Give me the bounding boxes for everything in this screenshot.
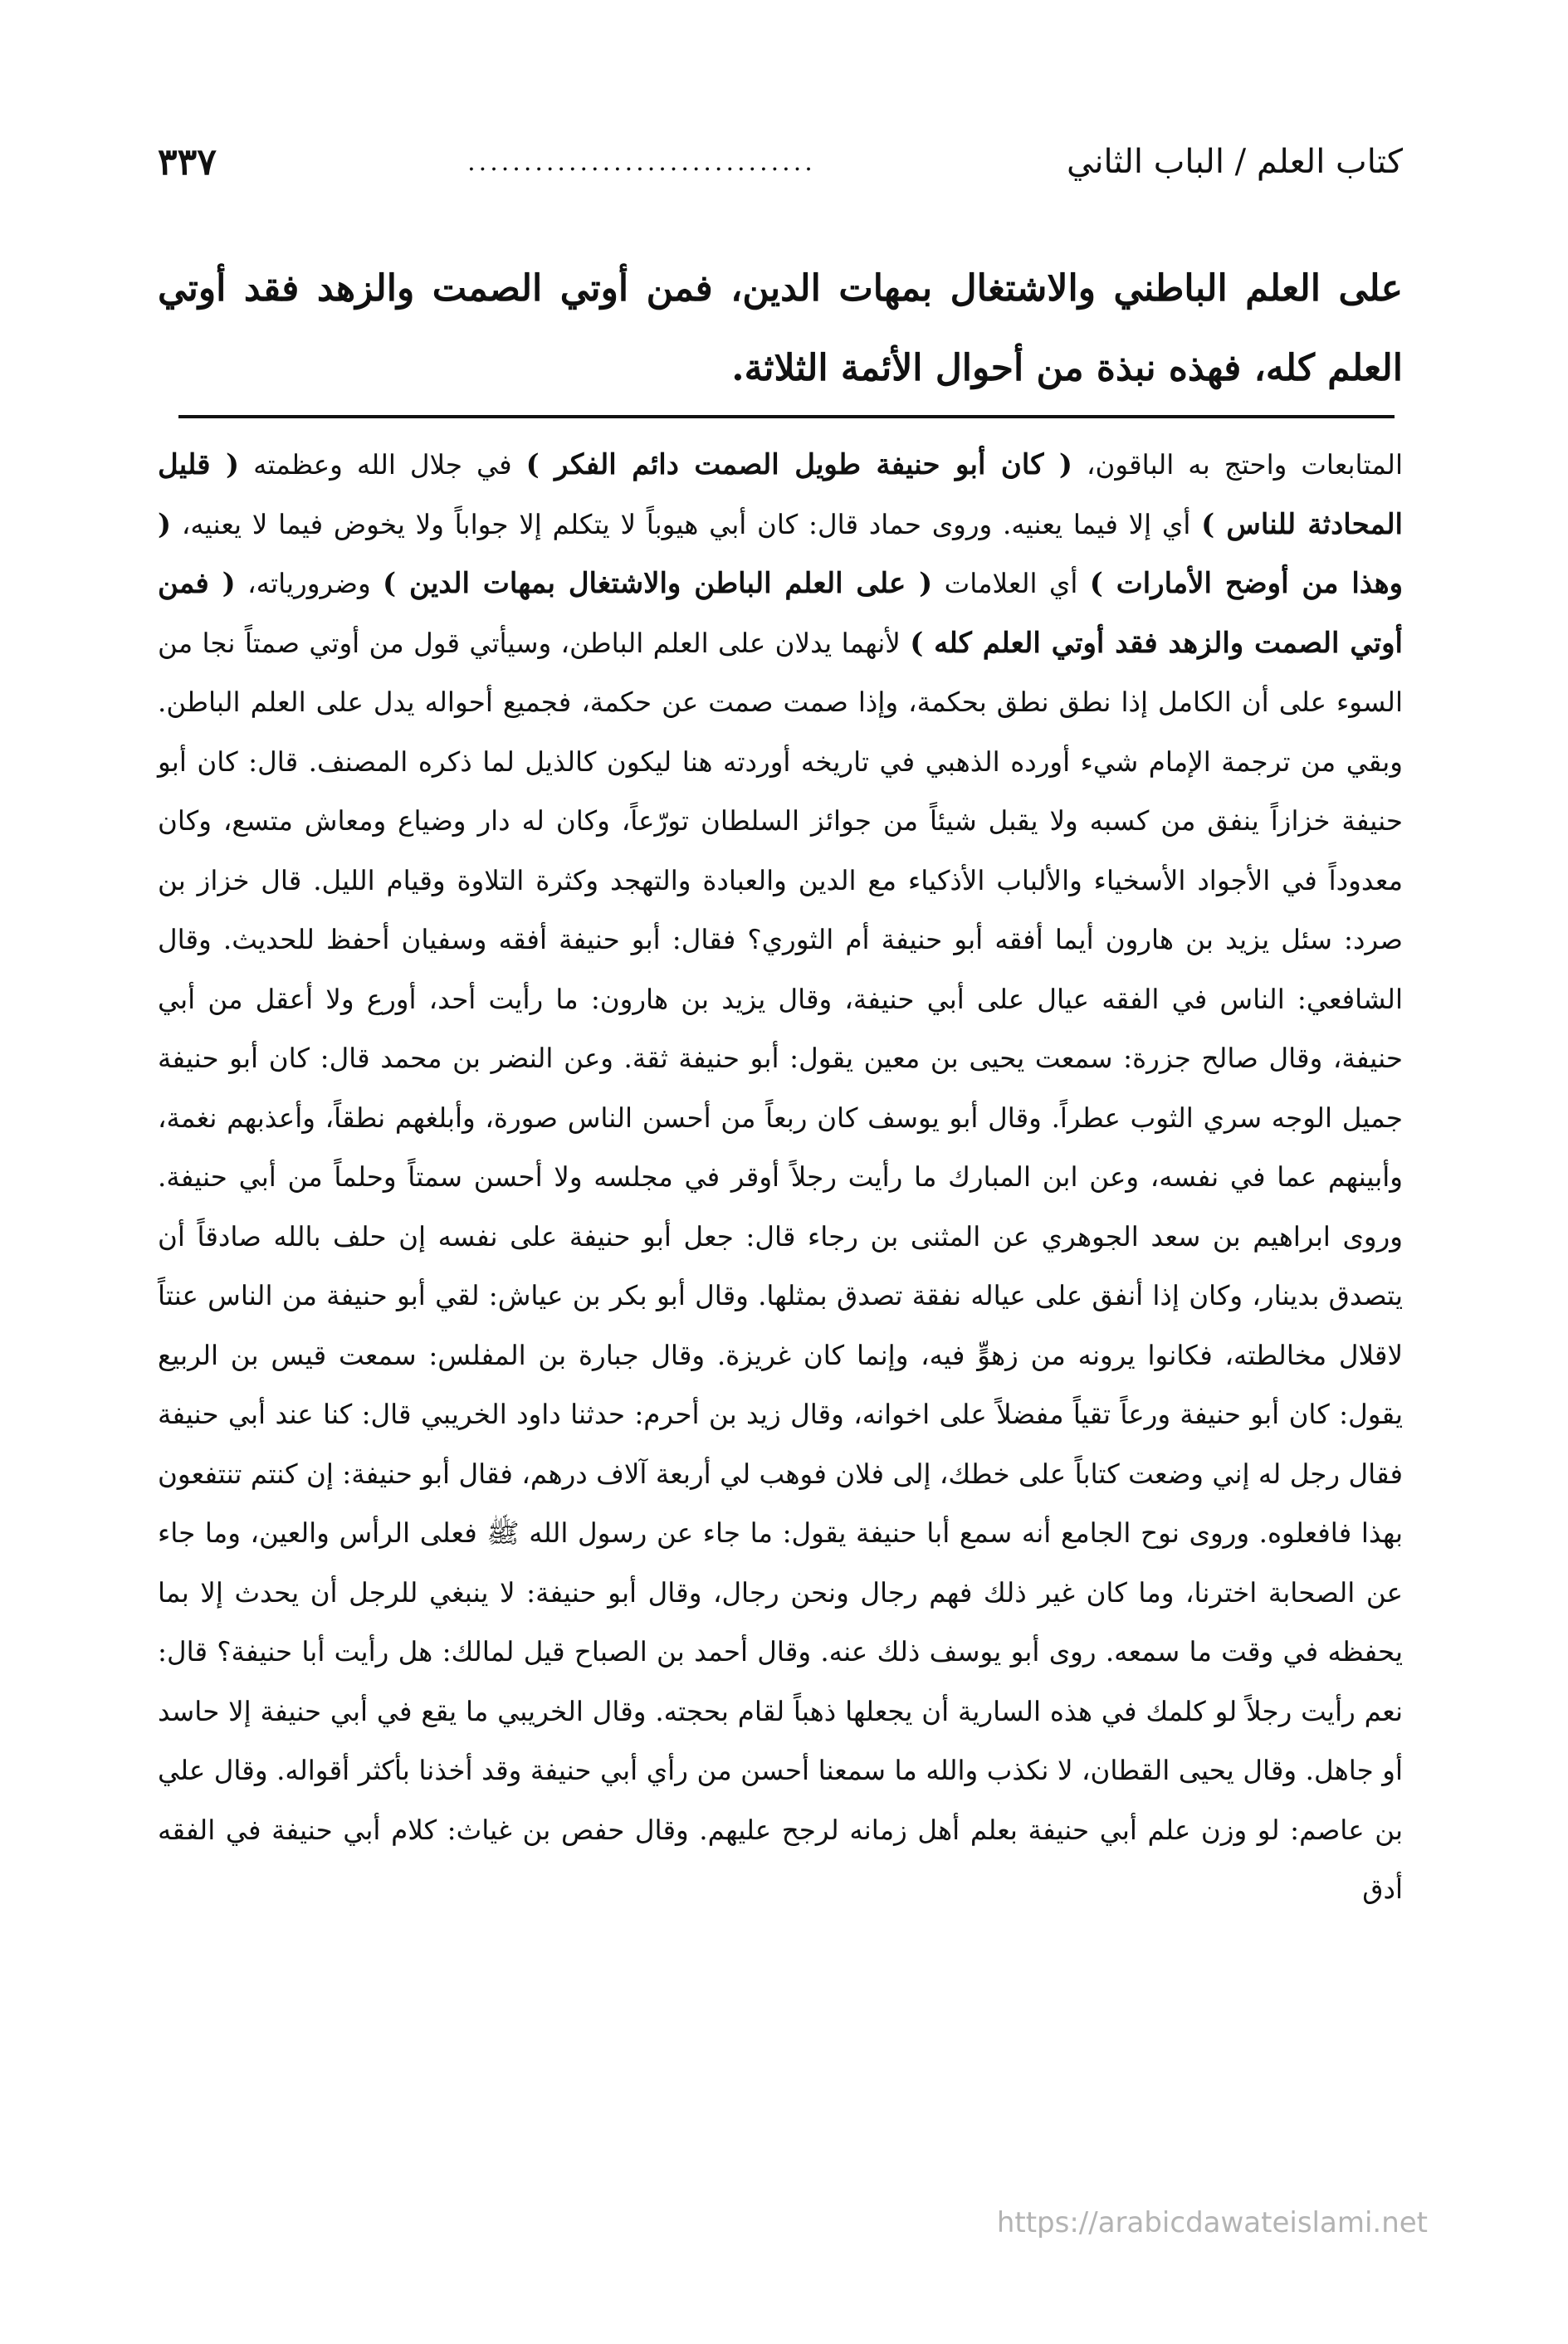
- quoted-matn-segment: ( فمن أوتي الصمت والزهد فقد أوتي العلم كله ): [158, 567, 1403, 660]
- quoted-matn-segment: ( قليل المحادثة للناس ): [158, 448, 1403, 541]
- commentary-segment: المتابعات واحتج به الباقون،: [1072, 449, 1403, 481]
- separator-rule: [178, 415, 1395, 418]
- commentary-segment: في جلال الله وعظمته: [239, 449, 526, 481]
- commentary-segment: وضرورياته،: [235, 568, 383, 599]
- watermark-url: https://arabicdawateislami.net: [996, 2206, 1428, 2239]
- page-header: [158, 133, 1403, 191]
- chapter-title: كتاب العلم / الباب الثاني: [1067, 143, 1403, 181]
- main-text-paragraph: على العلم الباطني والاشتغال بمهات الدين، فمن أوتي الصمت والزهد فقد أوتي العلم كله، فهذه نبذة من أحوال الأئمة الثلاثة.: [158, 267, 1403, 389]
- header-dot-leader: ...............................: [467, 147, 816, 177]
- commentary-text: [158, 436, 1403, 1920]
- main-text: [158, 249, 1403, 408]
- commentary-segment: لأنهما يدلان على العلم الباطن، وسيأتي قول من أوتي صمتاً نجا من السوء على أن الكامل إذا نطق نطق بحكمة، وإذا صمت صمت عن حكمة، فجميع أحواله يدل على العلم الباطن. وبقي من ترجمة الإمام شيء أورده الذهبي في تاريخه أوردته هنا ليكون كالذيل لما ذكره المصنف. قال: كان أبو حنيفة خزازاً ينفق من كسبه ولا يقبل شيئاً من جوائز السلطان تورّعاً، وكان له دار وضياع ومعاش متسع، وكان معدوداً في الأجواد الأسخياء والألباب الأذكياء مع الدين والعبادة والتهجد وكثرة التلاوة وقيام الليل. قال خزاز بن صرد: سئل يزيد بن هارون أيما أفقه أبو حنيفة أم الثوري؟ فقال: أبو حنيفة أفقه وسفيان أحفظ للحديث. وقال الشافعي: الناس في الفقه عيال على أبي حنيفة، وقال يزيد بن هارون: ما رأيت أحد، أورع ولا أعقل من أبي حنيفة، وقال صالح جزرة: سمعت يحيى بن معين يقول: أبو حنيفة ثقة. وعن النضر بن محمد قال: كان أبو حنيفة جميل الوجه سري الثوب عطراً. وقال أبو يوسف كان ربعاً من أحسن الناس صورة، وأبلغهم نطقاً، وأعذبهم نغمة، وأبينهم عما في نفسه، وعن ابن المبارك ما رأيت رجلاً أوقر في مجلسه ولا أحسن سمتاً وحلماً من أبي حنيفة. وروى ابراهيم بن سعد الجوهري عن المثنى بن رجاء قال: جعل أبو حنيفة على نفسه إن حلف بالله صادقاً أن يتصدق بدينار، وكان إذا أنفق على عياله نفقة تصدق بمثلها. وقال أبو بكر بن عياش: لقي أبو حنيفة من الناس عنتاً لاقلال مخالطته، فكانوا يرونه من زهوٍّ فيه، وإنما كان غريزة. وقال جبارة بن المفلس: سمعت قيس بن الربيع يقول: كان أبو حنيفة ورعاً تقياً مفضلاً على اخوانه، وقال زيد بن أحرم: حدثنا داود الخريبي قال: كنا عند أبي حنيفة فقال رجل له إني وضعت كتاباً على خطك، إلى فلان فوهب لي أربعة آلاف درهم، فقال أبو حنيفة: إن كنتم تنتفعون بهذا فافعلوه. وروى نوح الجامع أنه سمع أبا حنيفة يقول: ما جاء عن رسول الله ﷺ فعلى الرأس والعين، وما جاء عن الصحابة اخترنا، وما كان غير ذلك فهم رجال ونحن رجال، وقال أبو حنيفة: لا ينبغي للرجل أن يحدث إلا بما يحفظه في وقت ما سمعه. روى أبو يوسف ذلك عنه. وقال أحمد بن الصباح قيل لمالك: هل رأيت أبا حنيفة؟ قال: نعم رأيت رجلاً لو كلمك في هذه السارية أن يجعلها ذهباً لقام بحجته. وقال الخريبي ما يقع في أبي حنيفة إلا حاسد أو جاهل. وقال يحيى القطان، لا نكذب والله ما سمعنا أحسن من رأي أبي حنيفة وقد أخذنا بأكثر أقواله. وقال علي بن عاصم: لو وزن علم أبي حنيفة بعلم أهل زمانه لرجح عليهم. وقال حفص بن غياث: كلام أبي حنيفة في الفقه أدق: [158, 627, 1403, 1905]
- commentary-paragraph: [158, 436, 1403, 1920]
- quoted-matn-segment: ( وهذا من أوضح الأمارات ): [158, 507, 1404, 600]
- commentary-segment: أي العلامات: [932, 568, 1090, 599]
- quoted-matn-segment: ( على العلم الباطن والاشتغال بمهات الدين ): [383, 567, 933, 600]
- page-number: ٣٣٧: [158, 140, 217, 183]
- commentary-segment: أي إلا فيما يعنيه. وروى حماد قال: كان أبي هيوباً لا يتكلم إلا جواباً ولا يخوض فيما لا يعنيه،: [171, 508, 1202, 540]
- quoted-matn-segment: ( كان أبو حنيفة طويل الصمت دائم الفكر ): [525, 448, 1073, 481]
